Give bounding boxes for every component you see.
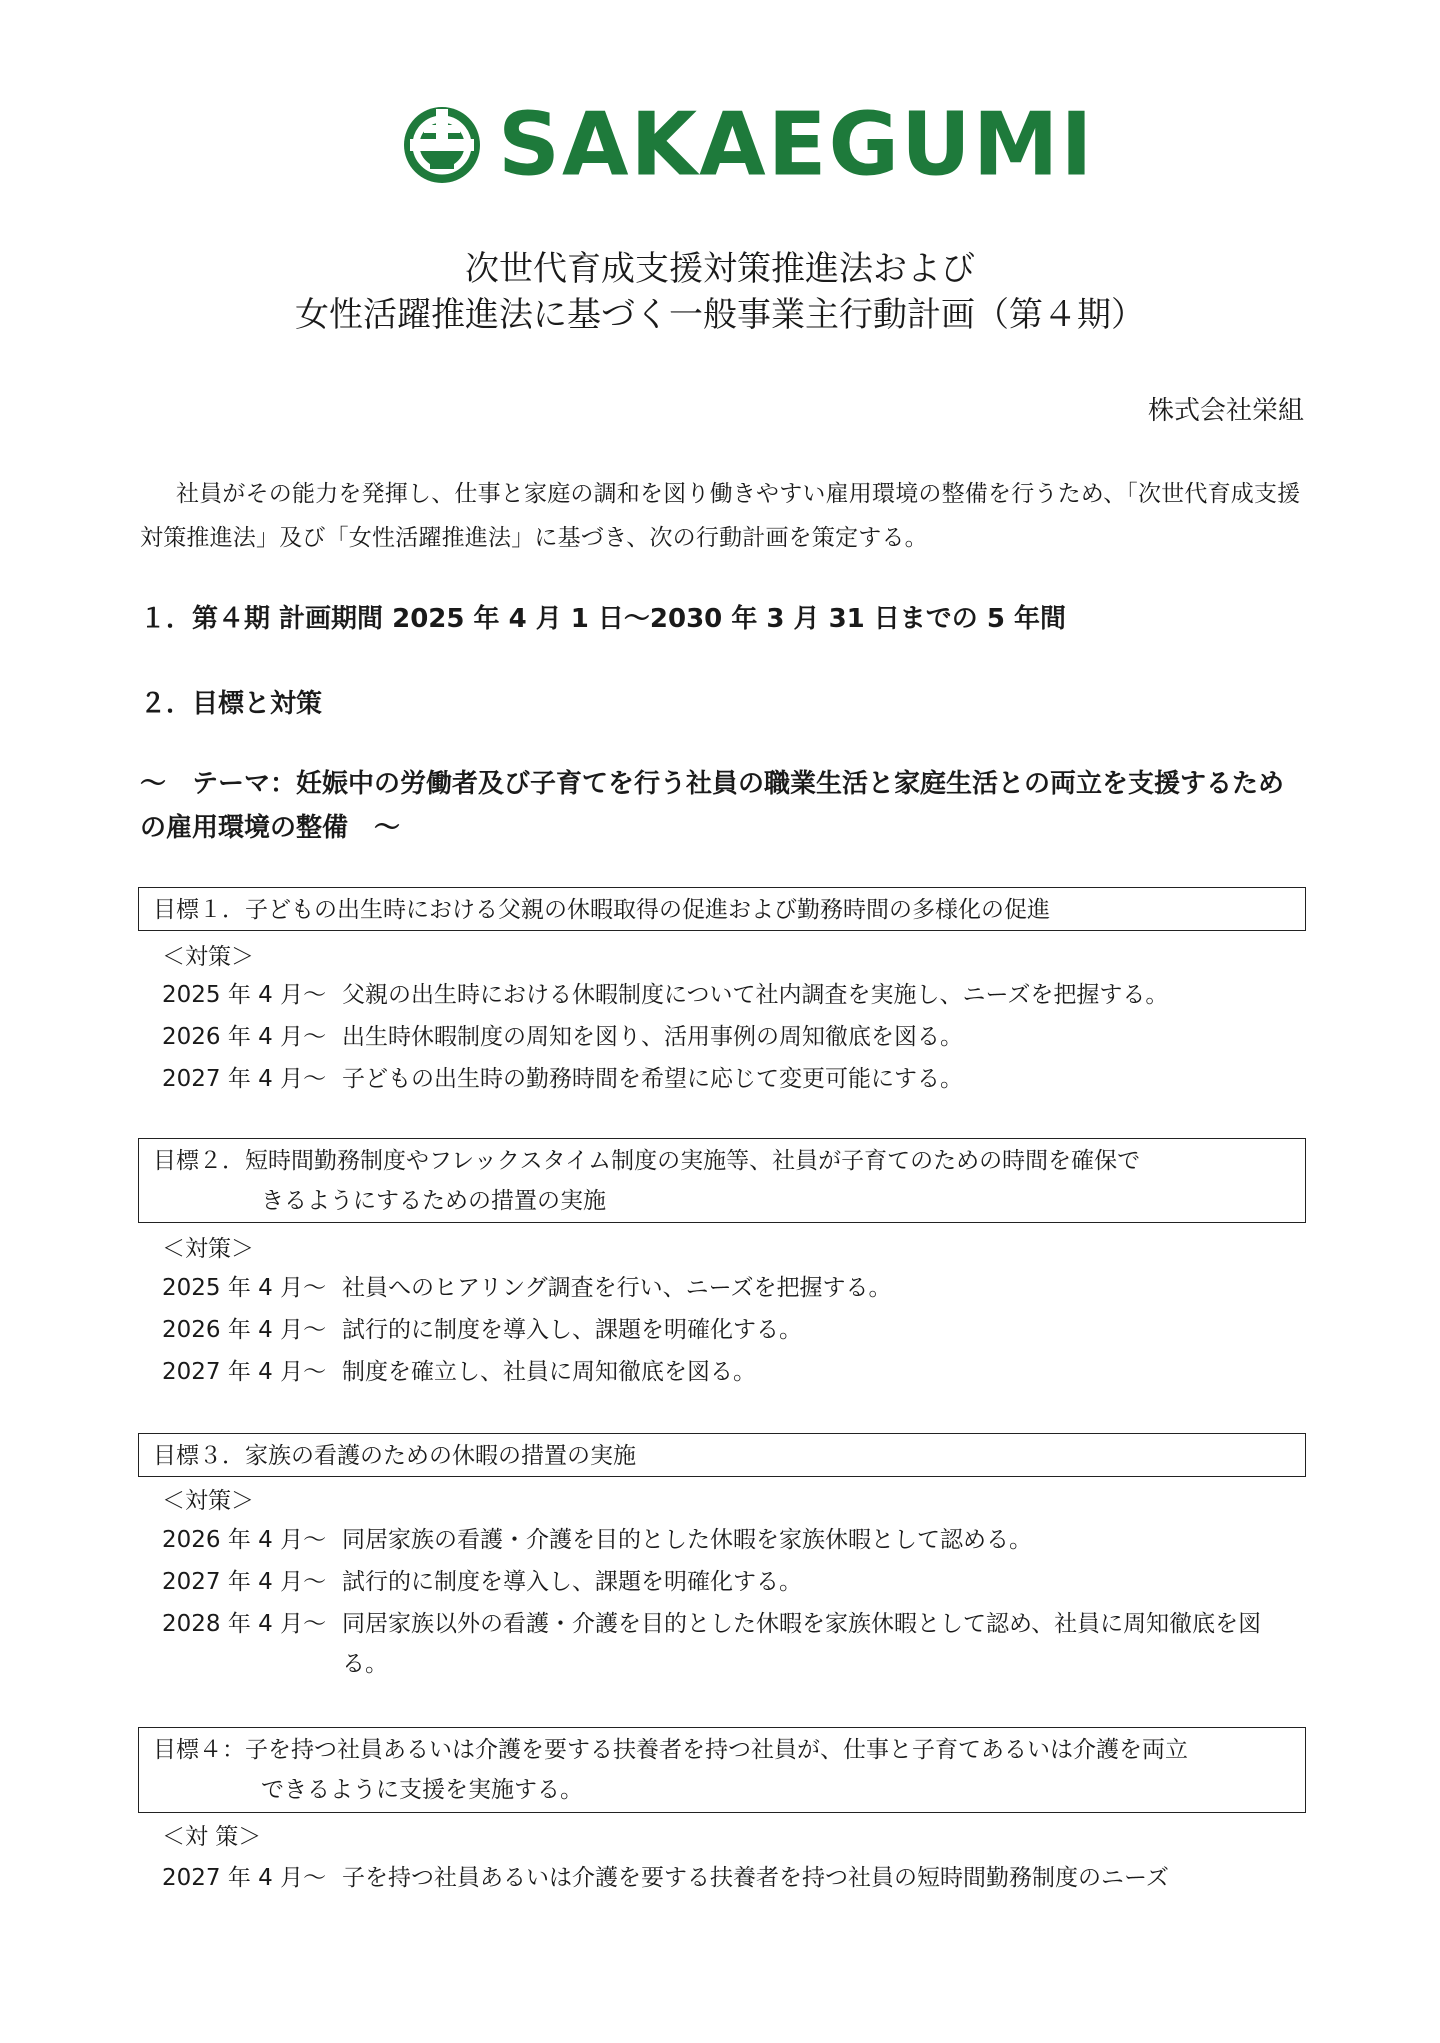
measure-text: 同居家族以外の看護・介護を目的とした休暇を家族休暇として認め、社員に周知徹底を図る。 xyxy=(342,1611,1262,1677)
goal-3-measure xyxy=(162,1562,1302,1602)
measure-date: 2028 年 4 月～ xyxy=(162,1611,327,1637)
measure-text: 試行的に制度を導入し、課題を明確化する。 xyxy=(342,1317,802,1343)
goal-4-title-cont: できるように支援を実施する。 xyxy=(261,1777,583,1803)
measure-date: 2026 年 4 月～ xyxy=(162,1317,327,1343)
measure-text: 同居家族の看護・介護を目的とした休暇を家族休暇として認める。 xyxy=(342,1527,1032,1553)
goal-1-box xyxy=(138,887,1306,931)
section-1-heading: １．第４期 計画期間 2025 年 4 月 1 日～2030 年 3 月 31 日までの 5 年間 xyxy=(140,604,1066,634)
goal-3-title: 目標３．家族の看護のための休暇の措置の実施 xyxy=(153,1443,636,1469)
goal-2-measure xyxy=(162,1352,1302,1392)
measure-date: 2025 年 4 月～ xyxy=(162,982,327,1008)
document-title-line2: 女性活躍推進法に基づく一般事業主行動計画（第４期） xyxy=(295,295,1145,335)
goal-2-measure xyxy=(162,1310,1302,1350)
goal-1-measure xyxy=(162,975,1302,1015)
goal-2-title-cont: きるようにするための措置の実施 xyxy=(261,1188,606,1214)
goal-1-measure xyxy=(162,1059,1302,1099)
company-logo xyxy=(400,94,1095,196)
goal-3-measure xyxy=(162,1520,1302,1560)
measure-date: 2026 年 4 月～ xyxy=(162,1527,327,1553)
goal-4-box xyxy=(138,1727,1306,1813)
measure-date: 2027 年 4 月～ xyxy=(162,1569,327,1595)
goal-1-measure xyxy=(162,1017,1302,1057)
goal-2-measures-label: ＜対策＞ xyxy=(162,1236,254,1262)
measure-date: 2027 年 4 月～ xyxy=(162,1865,327,1891)
goal-1-title: 目標１．子どもの出生時における父親の休暇取得の促進および勤務時間の多様化の促進 xyxy=(153,897,1050,923)
intro-paragraph: 社員がその能力を発揮し、仕事と家庭の調和を図り働きやすい雇用環境の整備を行うため、「次世代育成支援対策推進法」及び「女性活躍推進法」に基づき、次の行動計画を策定する。 xyxy=(140,481,1301,551)
section-2-heading: ２．目標と対策 xyxy=(140,689,323,719)
goal-4-title: 目標４：子を持つ社員あるいは介護を要する扶養者を持つ社員が、仕事と子育てあるいは介護を両立 xyxy=(153,1737,1188,1763)
measure-text: 父親の出生時における休暇制度について社内調査を実施し、ニーズを把握する。 xyxy=(342,982,1169,1008)
measure-date: 2027 年 4 月～ xyxy=(162,1359,327,1385)
goal-3-measure xyxy=(162,1604,1302,1684)
logo-wordmark: SAKAEGUMI xyxy=(498,94,1095,196)
measure-text: 出生時休暇制度の周知を図り、活用事例の周知徹底を図る。 xyxy=(342,1024,963,1050)
measure-text: 制度を確立し、社員に周知徹底を図る。 xyxy=(342,1359,756,1385)
measure-text: 試行的に制度を導入し、課題を明確化する。 xyxy=(342,1569,802,1595)
theme-statement: ～ テーマ：妊娠中の労働者及び子育てを行う社員の職業生活と家庭生活との両立を支援するための雇用環境の整備 ～ xyxy=(140,769,1285,843)
document-title-line1: 次世代育成支援対策推進法および xyxy=(465,249,975,289)
goal-4-measures-label: ＜対 策＞ xyxy=(162,1824,262,1850)
company-name: 株式会社栄組 xyxy=(1147,396,1304,426)
measure-date: 2026 年 4 月～ xyxy=(162,1024,327,1050)
measure-text: 社員へのヒアリング調査を行い、ニーズを把握する。 xyxy=(342,1275,892,1301)
measure-text: 子どもの出生時の勤務時間を希望に応じて変更可能にする。 xyxy=(342,1066,963,1092)
logo-emblem-icon xyxy=(400,103,484,187)
goal-3-box xyxy=(138,1433,1306,1477)
goal-2-measure xyxy=(162,1268,1302,1308)
goal-1-measures-label: ＜対策＞ xyxy=(162,944,254,970)
goal-4-measure xyxy=(162,1858,1302,1898)
measure-date: 2027 年 4 月～ xyxy=(162,1066,327,1092)
goal-2-box xyxy=(138,1138,1306,1223)
measure-date: 2025 年 4 月～ xyxy=(162,1275,327,1301)
goal-2-title: 目標２．短時間勤務制度やフレックスタイム制度の実施等、社員が子育てのための時間を確保で xyxy=(153,1148,1141,1174)
goal-3-measures-label: ＜対策＞ xyxy=(162,1488,254,1514)
measure-text: 子を持つ社員あるいは介護を要する扶養者を持つ社員の短時間勤務制度のニーズ xyxy=(342,1865,1169,1891)
